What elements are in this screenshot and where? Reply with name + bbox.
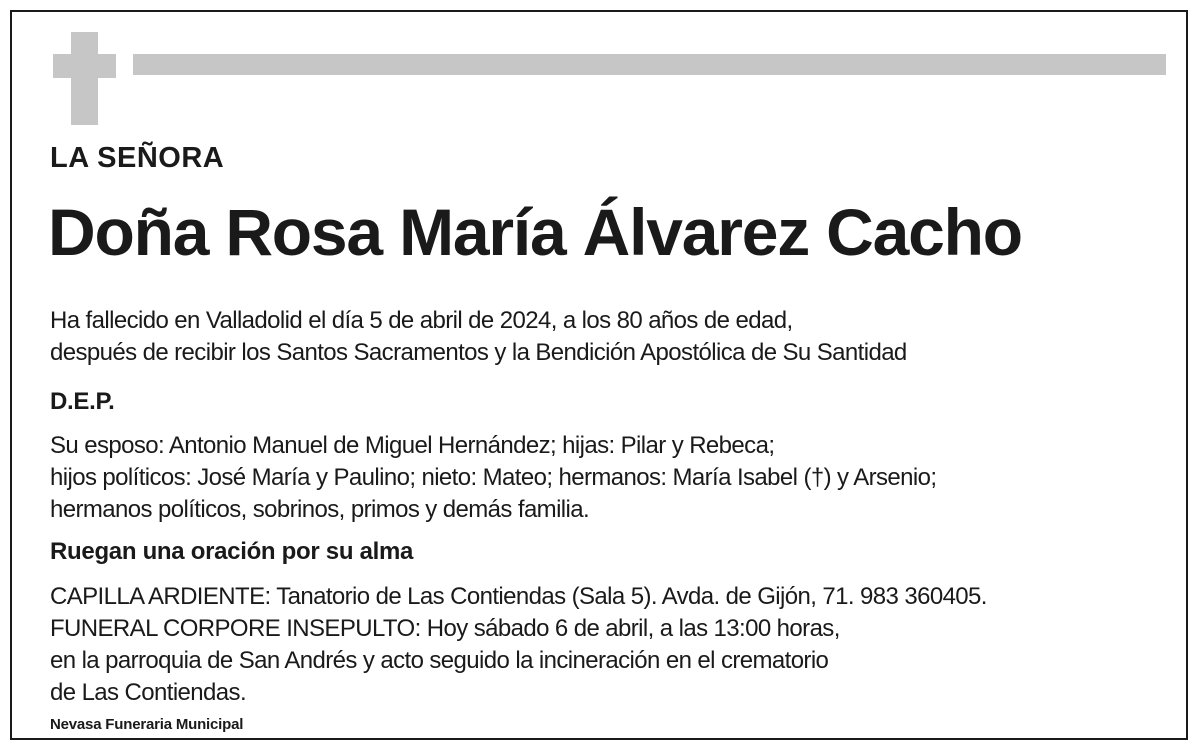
cross-vertical-bar xyxy=(71,32,98,125)
cross-horizontal-bar xyxy=(53,54,116,78)
honorific-prefix: LA SEÑORA xyxy=(50,142,225,174)
prayer-request-heading: Ruegan una oración por su alma xyxy=(50,538,414,565)
service-line: de Las Contiendas. xyxy=(50,679,247,706)
service-details xyxy=(50,581,987,709)
death-line: después de recibir los Santos Sacramentos y la Bendición Apostólica de Su Santidad xyxy=(50,339,907,366)
service-line: CAPILLA ARDIENTE: Tanatorio de Las Contiendas (Sala 5). Avda. de Gijón, 71. 983 360405. xyxy=(50,583,987,610)
family-list xyxy=(50,430,936,526)
funeral-home-credit: Nevasa Funeraria Municipal xyxy=(50,716,244,733)
rip-heading: D.E.P. xyxy=(50,388,115,415)
death-line: Ha fallecido en Valladolid el día 5 de abril de 2024, a los 80 años de edad, xyxy=(50,307,793,334)
death-announcement xyxy=(50,305,907,369)
header-rule xyxy=(133,54,1166,75)
family-line: Su esposo: Antonio Manuel de Miguel Hernández; hijas: Pilar y Rebeca; xyxy=(50,432,775,459)
service-line: en la parroquia de San Andrés y acto seguido la incineración en el crematorio xyxy=(50,647,829,674)
service-line: FUNERAL CORPORE INSEPULTO: Hoy sábado 6 de abril, a las 13:00 horas, xyxy=(50,615,840,642)
family-line: hijos políticos: José María y Paulino; nieto: Mateo; hermanos: María Isabel (†) y Arsenio; xyxy=(50,464,937,491)
family-line: hermanos políticos, sobrinos, primos y demás familia. xyxy=(50,496,590,523)
deceased-name: Doña Rosa María Álvarez Cacho xyxy=(48,195,1022,269)
